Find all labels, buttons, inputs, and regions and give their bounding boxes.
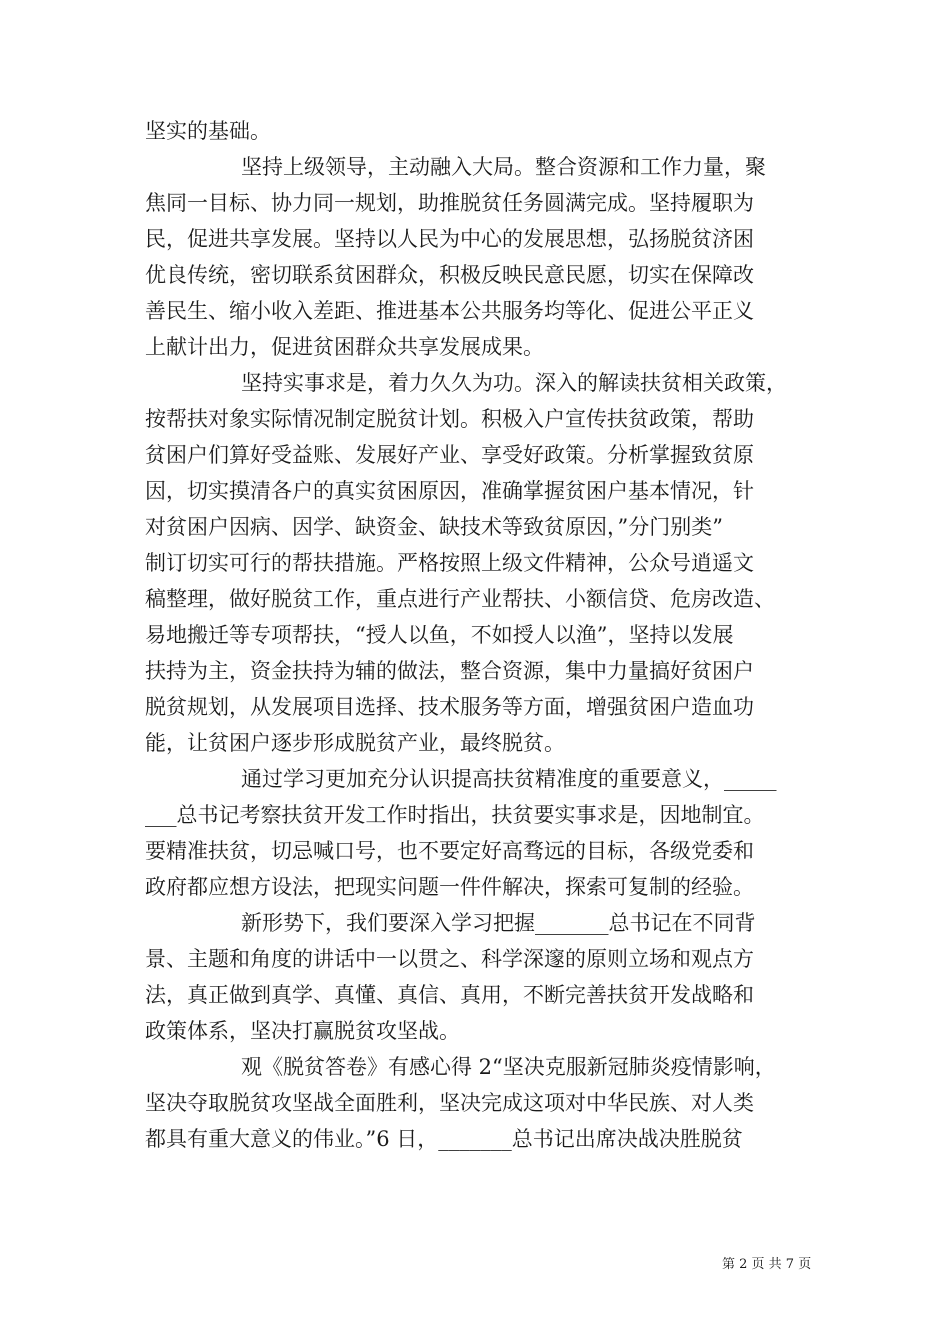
text-line-content: 景、主题和角度的讲话中一以贯之、科学深邃的原则立场和观点方 [145, 947, 754, 971]
text-line [0, 800, 950, 830]
text-line [0, 1016, 950, 1046]
text-line-content: 坚持上级领导，主动融入大局。整合资源和工作力量，聚 [241, 155, 766, 179]
text-line-content: 民，促进共享发展。坚持以人民为中心的发展思想，弘扬脱贫济困 [145, 227, 754, 251]
text-line [0, 476, 950, 506]
text-line [0, 296, 950, 326]
text-line [0, 836, 950, 866]
text-line [0, 692, 950, 722]
text-line-content: 扶持为主，资金扶持为辅的做法，整合资源，集中力量搞好贫困户 [145, 659, 754, 683]
text-line-content: 易地搬迁等专项帮扶，“授人以鱼，不如授人以渔”，坚持以发展 [145, 623, 734, 647]
text-line [0, 332, 950, 362]
page-footer: 第 2 页 共 7 页 [722, 1257, 812, 1272]
text-line [0, 620, 950, 650]
text-line [0, 260, 950, 290]
text-line-content: 按帮扶对象实际情况制定脱贫计划。积极入户宣传扶贫政策，帮助 [145, 407, 754, 431]
text-line-content: 坚持实事求是，着力久久为功。深入的解读扶贫相关政策， [241, 371, 787, 395]
text-line [0, 764, 950, 794]
text-line [0, 548, 950, 578]
text-line-content: 政策体系，坚决打赢脱贫攻坚战。 [145, 1019, 460, 1043]
text-line-content: 都具有重大意义的伟业。”6 日，_______总书记出席决战决胜脱贫 [145, 1127, 743, 1151]
text-line-content: 通过学习更加充分认识提高扶贫精准度的重要意义，_____ [241, 767, 777, 791]
text-line-content: 因，切实摸清各户的真实贫困原因，准确掌握贫困户基本情况，针 [145, 479, 754, 503]
text-line-content: 新形势下，我们要深入学习把握_______总书记在不同背 [241, 911, 756, 935]
text-line-content: 优良传统，密切联系贫困群众，积极反映民意民愿，切实在保障改 [145, 263, 754, 287]
text-line-content: 贫困户们算好受益账、发展好产业、享受好政策。分析掌握致贫原 [145, 443, 754, 467]
text-line [0, 1088, 950, 1118]
text-line [0, 980, 950, 1010]
text-line-content: 脱贫规划，从发展项目选择、技术服务等方面，增强贫困户造血功 [145, 695, 754, 719]
text-line [0, 908, 950, 938]
text-line [0, 368, 950, 398]
text-line-content: 焦同一目标、协力同一规划，助推脱贫任务圆满完成。坚持履职为 [145, 191, 754, 215]
text-line-content: 观《脱贫答卷》有感心得 2“坚决克服新冠肺炎疫情影响， [241, 1055, 776, 1079]
text-line-content: 要精准扶贫，切忌喊口号，也不要定好高骛远的目标，各级党委和 [145, 839, 754, 863]
text-line-content: 能，让贫困户逐步形成脱贫产业，最终脱贫。 [145, 731, 565, 755]
text-line-content: 对贫困户因病、因学、缺资金、缺技术等致贫原因，”分门别类” [145, 515, 723, 539]
text-line [0, 872, 950, 902]
text-line [0, 1052, 950, 1082]
text-line-content: 政府都应想方设法，把现实问题一件件解决，探索可复制的经验。 [145, 875, 754, 899]
text-line-content: ___总书记考察扶贫开发工作时指出，扶贫要实事求是，因地制宜。 [145, 803, 765, 827]
text-line [0, 440, 950, 470]
text-line [0, 224, 950, 254]
text-line [0, 116, 950, 146]
text-line [0, 656, 950, 686]
text-line-content: 善民生、缩小收入差距、推进基本公共服务均等化、促进公平正义 [145, 299, 754, 323]
text-line-content: 上献计出力，促进贫困群众共享发展成果。 [145, 335, 544, 359]
text-line-content: 坚决夺取脱贫攻坚战全面胜利，坚决完成这项对中华民族、对人类 [145, 1091, 754, 1115]
text-line [0, 152, 950, 182]
text-line [0, 584, 950, 614]
text-line-content: 制订切实可行的帮扶措施。严格按照上级文件精神，公众号逍遥文 [145, 551, 754, 575]
text-line-content: 法，真正做到真学、真懂、真信、真用，不断完善扶贫开发战略和 [145, 983, 754, 1007]
text-line [0, 188, 950, 218]
text-line-content: 稿整理，做好脱贫工作，重点进行产业帮扶、小额信贷、危房改造、 [145, 587, 775, 611]
text-line [0, 512, 950, 542]
text-line [0, 944, 950, 974]
text-line [0, 728, 950, 758]
text-line [0, 1124, 950, 1154]
text-line-content: 坚实的基础。 [145, 119, 271, 143]
text-line [0, 404, 950, 434]
